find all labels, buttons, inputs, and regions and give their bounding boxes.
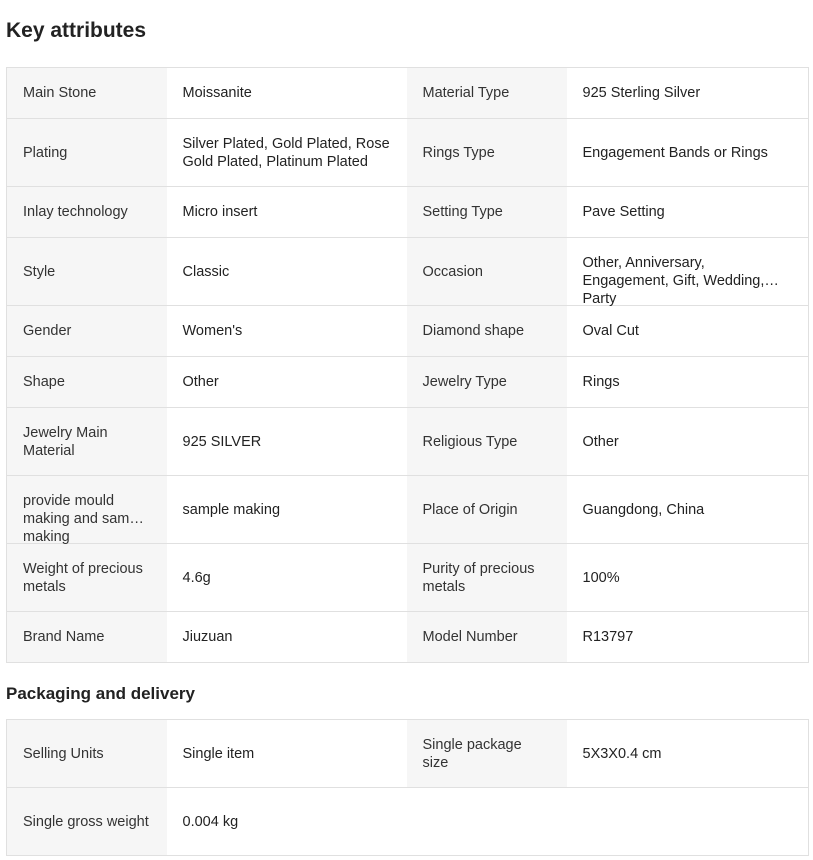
attribute-label-cell	[407, 408, 567, 476]
attribute-value: 100%	[582, 569, 620, 586]
attribute-label: Selling Units	[23, 745, 104, 762]
attribute-value-cell	[167, 720, 407, 788]
packaging-delivery-table	[6, 719, 809, 856]
attribute-value: Pave Setting	[582, 204, 665, 220]
attribute-value: 925 SILVER	[182, 433, 262, 450]
attribute-label-cell	[7, 357, 167, 408]
attribute-value-cell	[167, 306, 407, 357]
attribute-row	[7, 357, 809, 408]
attribute-value: sample making	[182, 501, 281, 518]
attribute-value: 5X3X0.4 cm	[582, 745, 662, 762]
attribute-value: Jiuzuan	[182, 629, 233, 645]
attribute-label-cell	[7, 476, 167, 544]
attribute-value: Other	[582, 433, 619, 450]
attribute-value: Single item	[182, 745, 255, 762]
attribute-label: Occasion	[422, 263, 483, 280]
attribute-label: Setting Type	[422, 204, 503, 220]
attribute-value: Other	[182, 374, 219, 390]
attribute-value-cell	[567, 612, 809, 663]
attribute-label: Single package size	[422, 736, 522, 771]
attribute-label: Material Type	[422, 85, 510, 101]
attribute-value: R13797	[582, 629, 634, 645]
attribute-label: Jewelry Main Material	[23, 424, 108, 459]
attribute-value: Silver Plated, Gold Plated, Rose Gold Plated, Platinum Plated	[182, 135, 390, 170]
attribute-label: Style	[23, 263, 56, 280]
attribute-row	[7, 476, 809, 544]
attribute-row	[7, 238, 809, 306]
attribute-label: Inlay technology	[23, 204, 128, 220]
attribute-value: Moissanite	[182, 85, 252, 101]
attribute-value-cell	[567, 788, 809, 856]
attribute-value-cell	[567, 544, 809, 612]
attribute-label: provide mould making and sample making	[23, 492, 149, 545]
attribute-label-cell	[407, 119, 567, 187]
attribute-value: Other, Anniversary, Engagement, Gift, Wedding, Party	[582, 254, 765, 307]
attribute-value: Guangdong, China	[582, 501, 705, 518]
attribute-value: 0.004 kg	[182, 813, 239, 830]
attribute-label-cell	[407, 788, 567, 856]
attribute-value-cell	[567, 357, 809, 408]
attribute-label-cell	[7, 720, 167, 788]
attribute-value-cell	[167, 357, 407, 408]
attribute-value-cell	[567, 119, 809, 187]
attribute-label: Single gross weight	[23, 813, 149, 830]
attribute-label: Gender	[23, 323, 72, 339]
attribute-value-cell	[567, 238, 809, 306]
attribute-label: Jewelry Type	[422, 374, 507, 390]
attribute-value-cell	[167, 68, 407, 119]
attribute-value-cell	[567, 187, 809, 238]
attribute-label: Main Stone	[23, 85, 97, 101]
attribute-value-cell	[567, 408, 809, 476]
attribute-value-cell	[567, 68, 809, 119]
attribute-value: Engagement Bands or Rings	[582, 144, 768, 161]
attribute-value: 4.6g	[182, 569, 211, 586]
attribute-label: Place of Origin	[422, 501, 518, 518]
attribute-label-cell	[7, 119, 167, 187]
attribute-label: Plating	[23, 144, 68, 161]
packaging-delivery-title: Packaging and delivery	[6, 684, 195, 703]
attribute-label-cell	[407, 476, 567, 544]
attribute-row	[7, 720, 809, 788]
attribute-value-cell	[167, 119, 407, 187]
attribute-row	[7, 119, 809, 187]
attribute-value: Rings	[582, 374, 620, 390]
attribute-label-cell	[407, 544, 567, 612]
attribute-label-cell	[407, 187, 567, 238]
attribute-label-cell	[7, 788, 167, 856]
attribute-label-cell	[7, 68, 167, 119]
attribute-label-cell	[7, 306, 167, 357]
attribute-row	[7, 788, 809, 856]
attribute-label: Purity of precious metals	[422, 560, 535, 595]
attribute-row	[7, 408, 809, 476]
key-attributes-table	[6, 67, 809, 663]
attribute-value-cell	[567, 720, 809, 788]
attribute-value-cell	[167, 544, 407, 612]
attribute-label: Brand Name	[23, 629, 105, 645]
attribute-value: Micro insert	[182, 204, 258, 220]
attribute-label-cell	[407, 306, 567, 357]
attribute-label: Rings Type	[422, 144, 495, 161]
attribute-row	[7, 544, 809, 612]
attribute-value-cell	[167, 187, 407, 238]
attribute-label: Diamond shape	[422, 323, 525, 339]
attribute-label-cell	[407, 357, 567, 408]
attribute-label-cell	[7, 187, 167, 238]
attribute-label-cell	[7, 238, 167, 306]
attribute-label: Weight of precious metals	[23, 560, 143, 595]
attribute-value-cell	[167, 238, 407, 306]
attribute-label-cell	[407, 68, 567, 119]
attribute-value: Classic	[182, 263, 230, 280]
attribute-label: Shape	[23, 374, 65, 390]
attribute-value-cell	[167, 408, 407, 476]
attribute-row	[7, 612, 809, 663]
attribute-value: Oval Cut	[582, 323, 639, 339]
attribute-label-cell	[7, 544, 167, 612]
attribute-value-cell	[167, 788, 407, 856]
attribute-label-cell	[407, 238, 567, 306]
attribute-label-cell	[407, 612, 567, 663]
attribute-value-cell	[567, 476, 809, 544]
attribute-label-cell	[407, 720, 567, 788]
attribute-value: 925 Sterling Silver	[582, 85, 701, 101]
attribute-value: Women's	[182, 323, 243, 339]
attribute-row	[7, 187, 809, 238]
attribute-label: Model Number	[422, 629, 518, 645]
attribute-value-cell	[167, 476, 407, 544]
attribute-label-cell	[7, 612, 167, 663]
attribute-row	[7, 68, 809, 119]
attribute-value-cell	[567, 306, 809, 357]
attribute-label-cell	[7, 408, 167, 476]
attribute-row	[7, 306, 809, 357]
attribute-value-cell	[167, 612, 407, 663]
attribute-label: Religious Type	[422, 433, 518, 450]
key-attributes-title: Key attributes	[6, 19, 147, 42]
